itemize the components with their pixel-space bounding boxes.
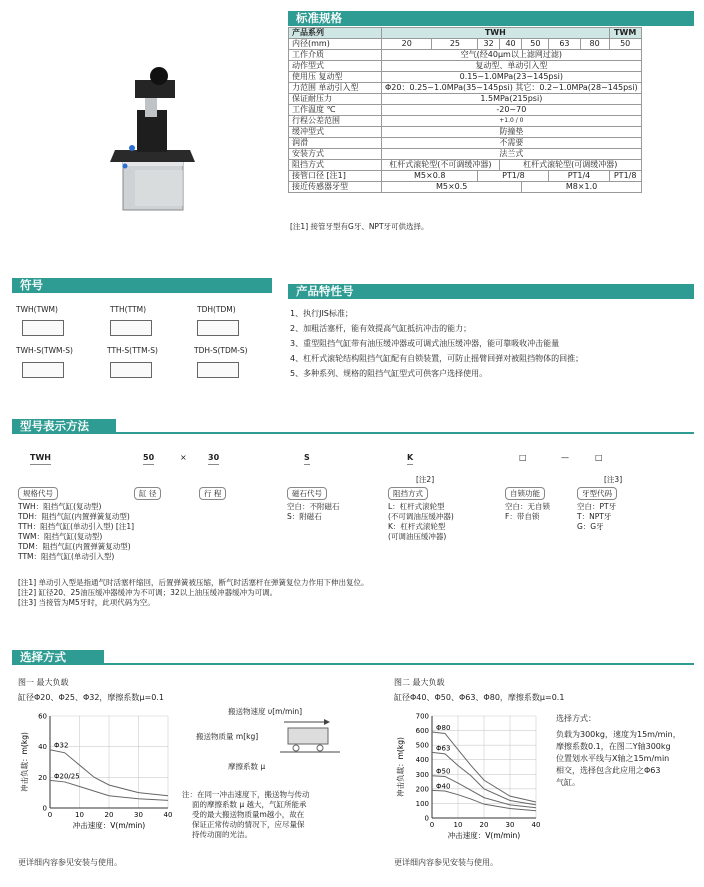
series-twm: TWM bbox=[609, 28, 641, 39]
code-series: TWH bbox=[30, 452, 51, 465]
bore-cell: 20 bbox=[382, 39, 432, 50]
code-thread: □ bbox=[595, 453, 603, 462]
y-axis-label: 冲击负载：m(kg) bbox=[20, 732, 29, 792]
sensor-value-b: M8×1.0 bbox=[522, 182, 641, 193]
x-tick-label: 10 bbox=[453, 821, 463, 829]
port-label: 接管口径 [注1] bbox=[289, 171, 382, 182]
thread-list: 空白：PT牙 T：NPT牙 G：G牙 bbox=[577, 502, 617, 531]
box-series: 规格代号 bbox=[18, 487, 58, 500]
series-label: Φ20/25 bbox=[54, 772, 80, 781]
series-label: Φ80 bbox=[436, 724, 451, 733]
media-value: 空气(经40μm以上滤网过滤) bbox=[382, 50, 642, 61]
fig1-title: 图一 最大负载 bbox=[18, 678, 69, 687]
box-stroke: 行 程 bbox=[199, 487, 226, 500]
spec-header: 标准规格 bbox=[288, 11, 694, 26]
cushion-label: 缓冲型式 bbox=[289, 127, 382, 138]
spec-table bbox=[288, 27, 642, 193]
y-tick-label: 100 bbox=[415, 799, 429, 808]
series-label: Φ50 bbox=[436, 767, 451, 776]
note-tag-2: [注2] bbox=[416, 475, 435, 484]
features-header: 产品特性号 bbox=[288, 284, 694, 299]
x-tick-label: 10 bbox=[75, 811, 84, 819]
speed-label: 搬送物速度 υ[m/min] bbox=[228, 707, 303, 716]
bore-cell: 80 bbox=[580, 39, 609, 50]
note-tag-3: [注3] bbox=[604, 475, 623, 484]
code-lock: □ bbox=[519, 453, 527, 462]
y-tick-label: 500 bbox=[415, 741, 429, 750]
x-tick-label: 20 bbox=[479, 821, 489, 829]
symbol-drawing bbox=[110, 362, 152, 378]
bore-cell: 32 bbox=[478, 39, 499, 50]
media-label: 工作介质 bbox=[289, 50, 382, 61]
symbol-label: TTH(TTM) bbox=[110, 305, 147, 314]
x-tick-label: 30 bbox=[505, 821, 515, 829]
temp-value: -20~70 bbox=[382, 105, 642, 116]
code-stop: K bbox=[407, 452, 413, 465]
y-axis-label: 冲击负载：m(kg) bbox=[396, 737, 405, 797]
select-header: 选择方式 bbox=[12, 650, 104, 665]
symbol-label: TWH-S(TWM-S) bbox=[16, 346, 73, 355]
select-header-line bbox=[104, 663, 694, 665]
double-value: 0.15~1.0MPa(23~145psi) bbox=[382, 72, 642, 83]
proof-value: 1.5MPa(215psi) bbox=[382, 94, 642, 105]
mount-value: 法兰式 bbox=[382, 149, 642, 160]
port-value: PT1/4 bbox=[549, 171, 609, 182]
fig1-subtitle: 缸径Φ20、Φ25、Φ32，摩擦系数μ=0.1 bbox=[18, 693, 164, 702]
box-lock: 自锁功能 bbox=[505, 487, 545, 500]
bore-cell: 50 bbox=[609, 39, 641, 50]
code-magnet: S bbox=[304, 452, 310, 465]
stop-list: L：杠杆式滚轮型 (不可调油压缓冲器) K：杠杆式滚轮型 (可调油压缓冲器) bbox=[388, 502, 454, 541]
sensor-value-a: M5×0.5 bbox=[382, 182, 522, 193]
code-times: × bbox=[180, 453, 187, 462]
bore-cell: 40 bbox=[499, 39, 522, 50]
lube-label: 润滑 bbox=[289, 138, 382, 149]
bore-label: 内径(mm) bbox=[289, 39, 382, 50]
single-value: Φ20：0.25~1.0MPa(35~145psi) 其它：0.2~1.0MPa(28~145psi) bbox=[382, 83, 642, 94]
symbol-drawing bbox=[110, 320, 152, 336]
x-axis-label: 冲击速度：V(m/min) bbox=[72, 821, 146, 830]
friction-label: 摩擦系数 μ bbox=[228, 762, 266, 771]
example-title: 选择方式： bbox=[556, 714, 596, 723]
port-value: PT1/8 bbox=[609, 171, 641, 182]
chart-fig1 bbox=[18, 708, 178, 838]
series-label: 产品系列 bbox=[289, 28, 382, 39]
temp-label: 工作温度 ℃ bbox=[289, 105, 382, 116]
product-photo bbox=[95, 40, 205, 220]
stop-label: 阻挡方式 bbox=[289, 160, 382, 171]
symbol-label: TDH(TDM) bbox=[197, 305, 236, 314]
symbol-drawing bbox=[197, 320, 239, 336]
y-tick-label: 40 bbox=[38, 743, 47, 752]
y-tick-label: 0 bbox=[42, 804, 47, 813]
y-tick-label: 600 bbox=[415, 727, 429, 736]
symbol-drawing bbox=[22, 362, 64, 378]
stop-value-a: 杠杆式滚轮型(不可调缓冲器) bbox=[382, 160, 500, 171]
model-notes: [注1] 单动引入型是指通气时活塞杆缩回，后置弹簧被压缩，断气时活塞杆在弹簧复位力作用下伸出复位。 [注2] 缸径20、25油压缓冲器缓冲为不可调；32以上油压缓冲器缓冲为可调。 [注3] 当接管为M5牙时，此项代码为空。 bbox=[18, 578, 369, 607]
footer-note-1: 更详细内容参见安装与使用。 bbox=[18, 858, 122, 867]
symbol-label: TTH-S(TTM-S) bbox=[107, 346, 158, 355]
x-tick-label: 40 bbox=[163, 811, 173, 819]
box-stop: 阻挡方式 bbox=[388, 487, 428, 500]
symbols-header: 符号 bbox=[12, 278, 272, 293]
series-list: TWH：阻挡气缸(复动型) TDH：阻挡气缸(内置弹簧复动型) TTH：阻挡气缸(单动引入型) [注1] TWM：阻挡气缸(复动型) TDM：阻挡气缸(内置弹簧复动型) TTM：阻挡气缸(单动引入型) bbox=[18, 502, 135, 561]
x-axis-label: 冲击速度：V(m/min) bbox=[447, 831, 521, 840]
tolerance-value: +1.0 / 0 bbox=[382, 116, 642, 127]
x-tick-label: 20 bbox=[104, 811, 114, 819]
fig2-subtitle: 缸径Φ40、Φ50、Φ63、Φ80，摩擦系数μ=0.1 bbox=[394, 693, 565, 702]
y-tick-label: 200 bbox=[415, 785, 429, 794]
port-value: PT1/8 bbox=[478, 171, 549, 182]
bore-cell: 63 bbox=[549, 39, 580, 50]
code-dash: — bbox=[561, 453, 569, 462]
y-tick-label: 400 bbox=[415, 756, 429, 765]
code-bore: 50 bbox=[143, 452, 154, 465]
x-tick-label: 30 bbox=[134, 811, 143, 819]
stop-value-b: 杠杆式滚轮型(可调缓冲器) bbox=[499, 160, 641, 171]
example-text: 负载为300kg，速度为15m/min， 摩擦系数0.1，在图二Y轴300kg 位置划水平线与X轴之15m/min 相交，选择包含此应用之Φ63 气缸。 bbox=[556, 730, 681, 787]
y-tick-label: 0 bbox=[424, 814, 429, 823]
y-tick-label: 700 bbox=[415, 712, 429, 721]
series-label: Φ63 bbox=[436, 744, 451, 753]
sensor-label: 接近传感器牙型 bbox=[289, 182, 382, 193]
y-tick-label: 60 bbox=[38, 712, 47, 721]
symbol-label: TDH-S(TDM-S) bbox=[194, 346, 248, 355]
feature-item: 2、加粗活塞杆，能有效提高气缸抵抗冲击的能力； bbox=[290, 324, 472, 333]
y-tick-label: 300 bbox=[415, 770, 429, 779]
feature-item: 5、多种系列、规格的阻挡气缸型式可供客户选择使用。 bbox=[290, 369, 488, 378]
box-thread: 牙型代码 bbox=[577, 487, 617, 500]
conveyor-illustration bbox=[280, 718, 340, 758]
series-twh: TWH bbox=[382, 28, 610, 39]
lube-value: 不需要 bbox=[382, 138, 642, 149]
mass-label: 搬送物质量 m[kg] bbox=[196, 732, 259, 741]
series-label: Φ40 bbox=[436, 782, 451, 791]
mount-label: 安装方式 bbox=[289, 149, 382, 160]
bore-cell: 50 bbox=[522, 39, 549, 50]
chart-fig2 bbox=[394, 708, 544, 848]
y-tick-label: 20 bbox=[38, 773, 47, 782]
magnet-list: 空白：不附磁石 S：附磁石 bbox=[287, 502, 340, 521]
footer-note-2: 更详细内容参见安装与使用。 bbox=[394, 858, 498, 867]
feature-item: 4、杠杆式滚轮结构阻挡气缸配有自锁装置，可防止摇臂回弹对被阻挡物体的回推； bbox=[290, 354, 584, 363]
lock-list: 空白：无自锁 F：带自锁 bbox=[505, 502, 550, 521]
port-value: M5×0.8 bbox=[382, 171, 478, 182]
proof-label: 保证耐压力 bbox=[289, 94, 382, 105]
action-value: 复动型、单动引入型 bbox=[382, 61, 642, 72]
symbol-drawing bbox=[22, 320, 64, 336]
code-stroke: 30 bbox=[208, 452, 219, 465]
symbol-label: TWH(TWM) bbox=[16, 305, 58, 314]
tolerance-label: 行程公差范围 bbox=[289, 116, 382, 127]
model-header-line bbox=[116, 432, 694, 434]
pressure-label: 使用压 复动型 bbox=[289, 72, 382, 83]
feature-item: 1、执行JIS标准； bbox=[290, 309, 353, 318]
spec-note: [注1] 接管牙型有G牙、NPT牙可供选择。 bbox=[290, 222, 429, 231]
cushion-value: 防撞垫 bbox=[382, 127, 642, 138]
fig2-title: 图二 最大负载 bbox=[394, 678, 445, 687]
action-label: 动作型式 bbox=[289, 61, 382, 72]
x-tick-label: 0 bbox=[47, 811, 53, 819]
symbol-drawing bbox=[197, 362, 239, 378]
box-bore: 缸 径 bbox=[134, 487, 161, 500]
x-tick-label: 0 bbox=[429, 821, 435, 829]
x-tick-label: 40 bbox=[531, 821, 541, 829]
series-label: Φ32 bbox=[54, 741, 69, 750]
box-magnet: 磁石代号 bbox=[287, 487, 327, 500]
model-header: 型号表示方法 bbox=[12, 419, 116, 434]
feature-item: 3、重型阻挡气缸带有油压缓冲器或可调式油压缓冲器，能可靠吸收冲击能量 bbox=[290, 339, 560, 348]
bore-cell: 25 bbox=[432, 39, 478, 50]
pressure-label-2: 力范围 单动引入型 bbox=[289, 83, 382, 94]
illustration-note: 注：在同一冲击速度下，搬送物与传动 面的摩擦系数 μ 越大，气缸所能承 受的最大搬送物质量m越小，故在 保证正常传动的情况下，应尽量保 持传动面的光洁。 bbox=[182, 790, 310, 839]
